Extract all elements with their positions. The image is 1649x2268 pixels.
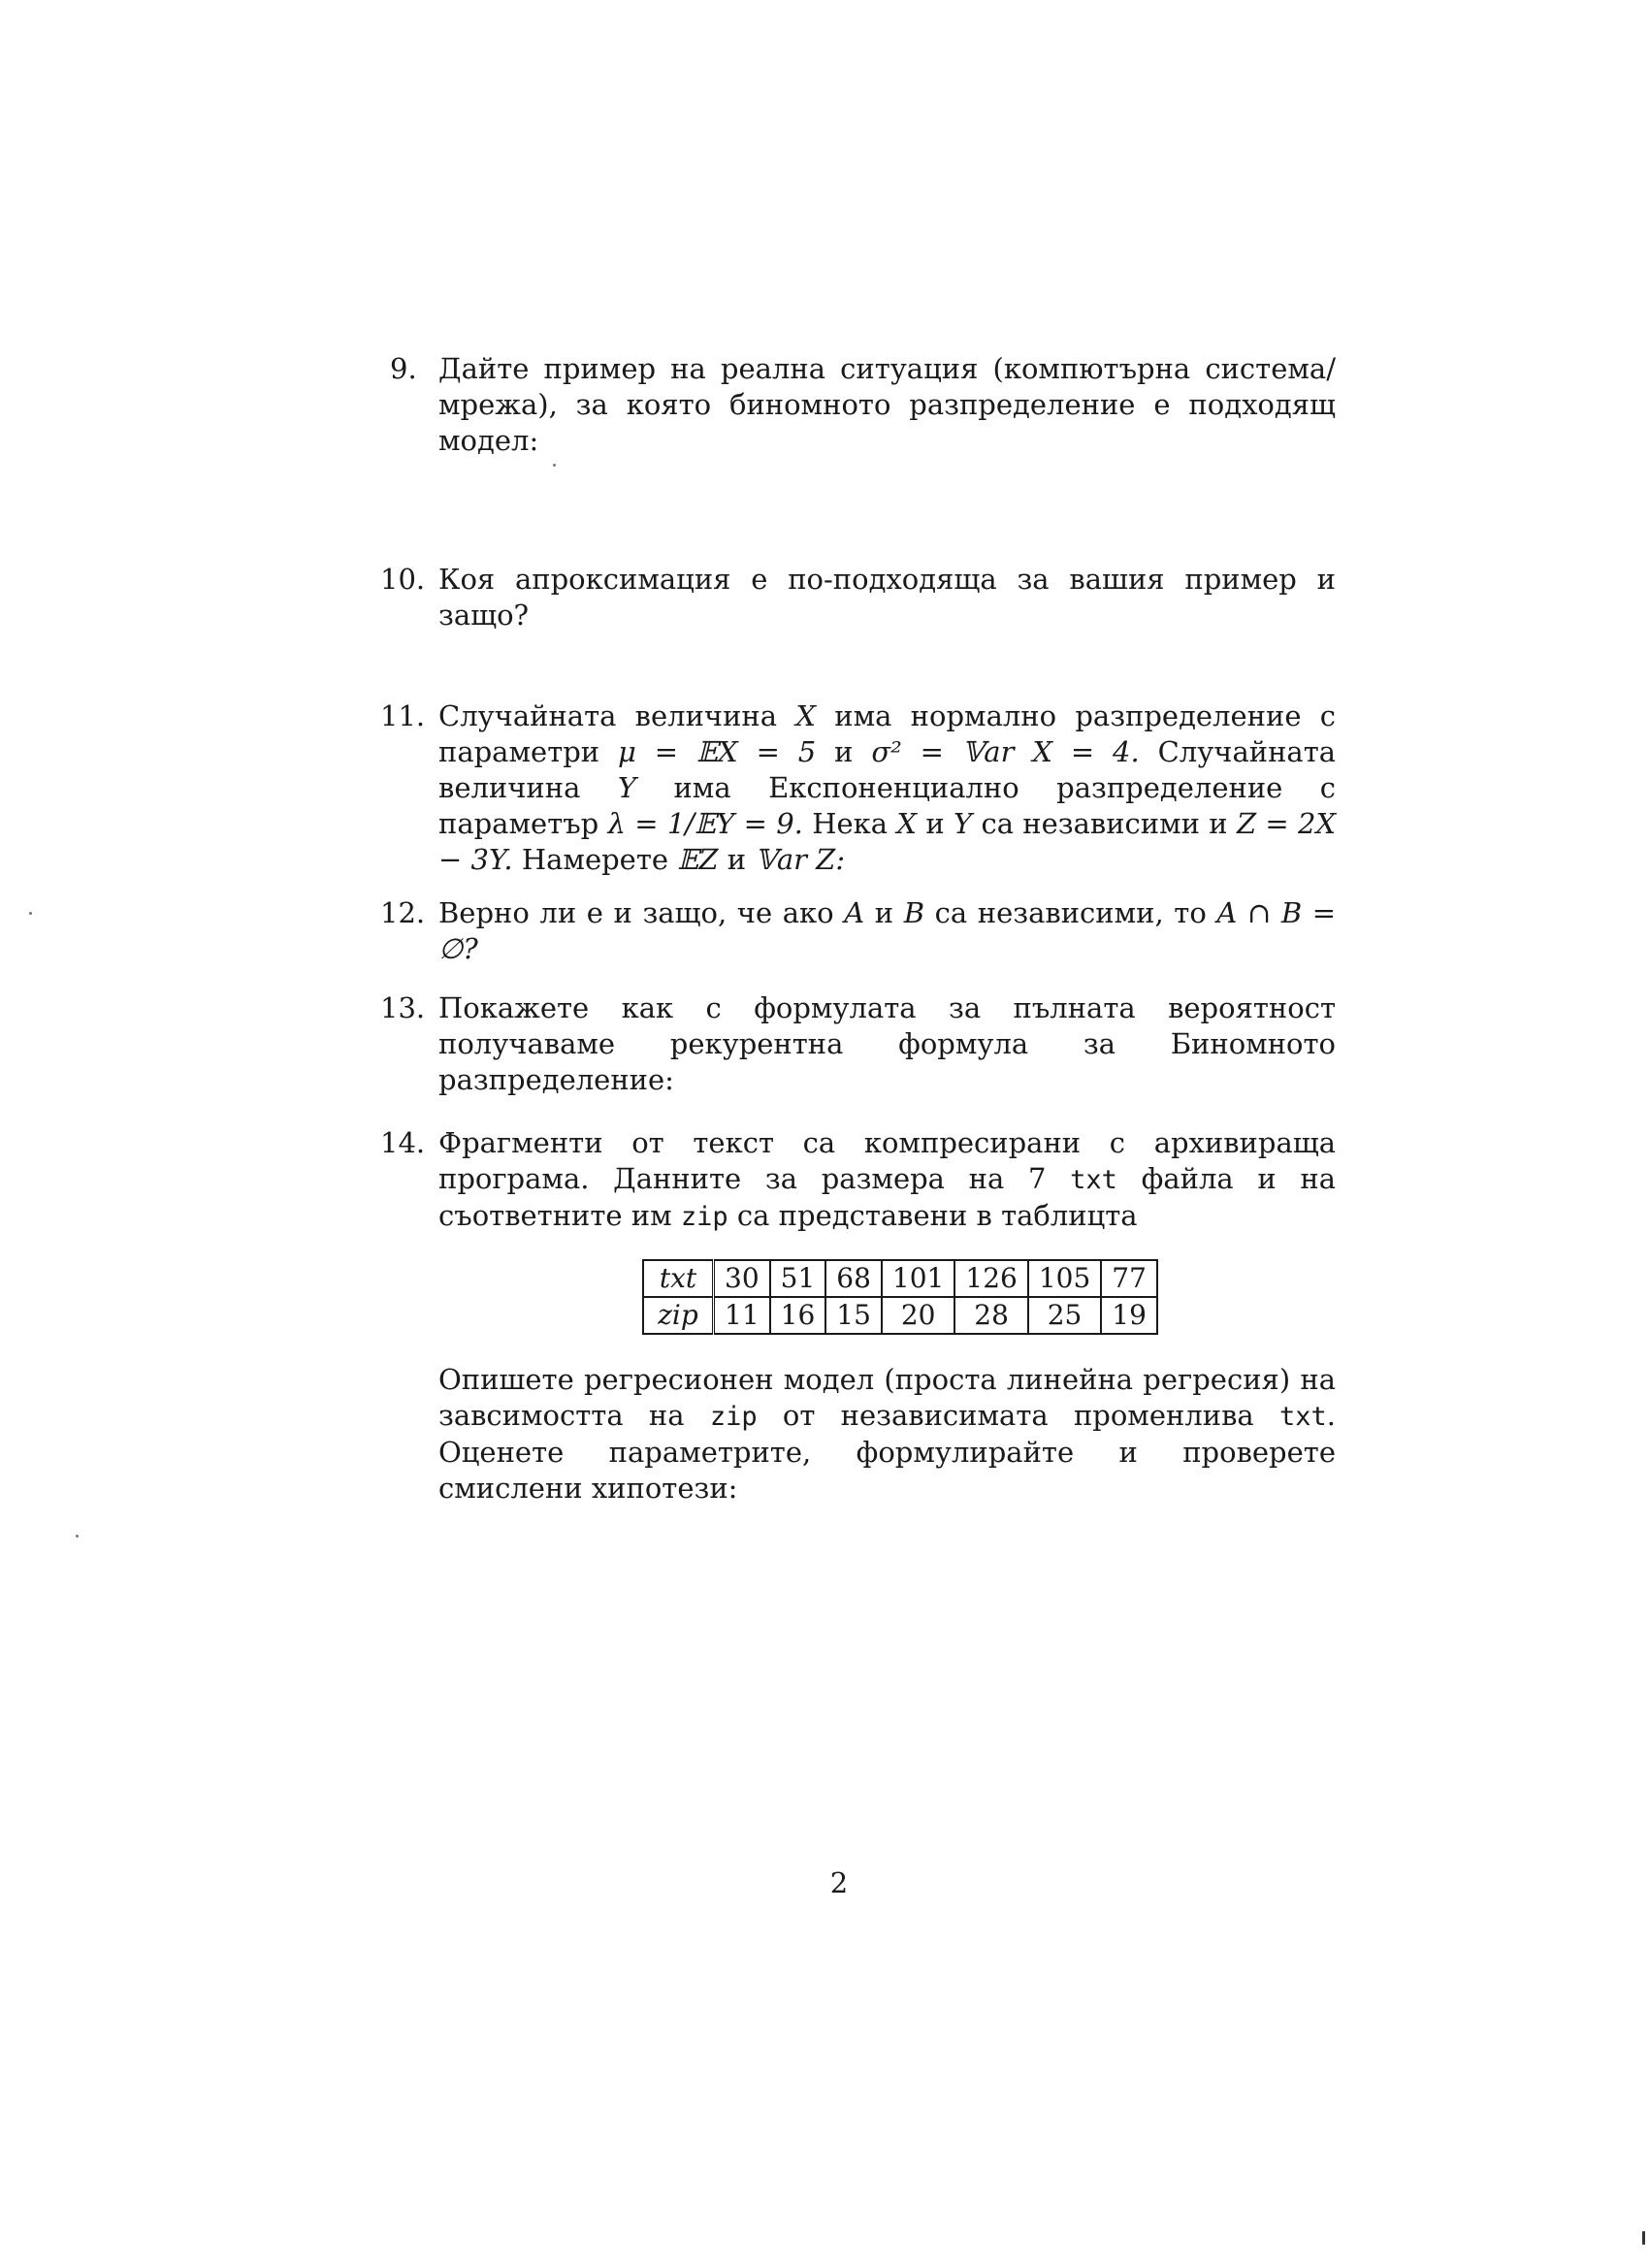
table-cell: 77 [1101,1260,1157,1297]
table-cell: 126 [954,1260,1027,1297]
row-label-txt: txt [643,1260,714,1297]
problem-9 [390,351,1336,459]
problem-13 [380,990,1336,1098]
table-cell: 28 [954,1297,1027,1334]
formula-mu: μ = 𝔼X = 5 [618,735,817,768]
table-cell: 15 [825,1297,882,1334]
problem-12-number: 12. [380,896,426,929]
table-cell: 16 [770,1297,826,1334]
problem-13-text: 13. Покажете как с формулата за пълната вероятност получаваме рекурентна формула за Биномното разпределение: [380,991,1336,1096]
table-cell: 68 [825,1260,882,1297]
problem-11-text: 11. Случайната величина X има нормално разпределение с параметри μ = 𝔼X = 5 и σ² = 𝕍ar X = 4. Случайната величина Y има Експоненциално разпределение с параметър λ = 1/𝔼Y = 9. Нека X и Y са независими и Z = 2X − 3Y. Намерете 𝔼Z и 𝕍ar Z: [380,699,1337,876]
formula-sigma: σ² = 𝕍ar X = 4. [871,735,1140,768]
table-cell: 20 [882,1297,954,1334]
table-cell: 30 [714,1260,770,1297]
scan-speck [29,912,32,915]
problem-11-number: 11. [380,699,426,732]
formula-lambda: λ = 1/𝔼Y = 9. [607,807,803,840]
problem-9-number: 9. [390,352,417,385]
table-row [643,1297,1157,1334]
problem-10 [380,562,1336,633]
scan-edge-mark [1642,2231,1645,2245]
table-row [643,1260,1157,1297]
scan-speck [553,464,556,467]
problem-11 [380,698,1337,878]
problem-12 [380,895,1337,967]
table-cell: 105 [1028,1260,1101,1297]
data-table [642,1259,1158,1335]
problem-10-number: 10. [380,563,426,596]
table-cell: 51 [770,1260,826,1297]
problem-14-text: 14. Фрагменти от текст са компресирани с архивираща програма. Данните за размера на 7 txt файла и на съответните им zip са представени в таблицта [380,1126,1336,1232]
problem-9-text: 9. Дайте пример на реална ситуация (компютърна система/мрежа), за която биномното разпределение е подходящ модел: [390,352,1336,457]
problem-14 [380,1125,1336,1235]
scan-speck [76,1535,79,1538]
formula-intersection: A ∩ B = ∅? [438,896,1337,965]
table-cell: 11 [714,1297,770,1334]
problem-10-text: 10. Коя апроксимация е по-подходяща за вашия пример и защо? [380,563,1336,632]
problem-13-number: 13. [380,991,426,1024]
problem-12-text: 12. Верно ли е и защо, че ако A и B са независими, то A ∩ B = ∅? [380,896,1337,965]
problem-14-regression-text: Опишете регресионен модел (проста линейна регресия) на завсимостта на zip от независимата променлива txt. Оценете параметрите, формулирайте и проверете смислени хипотези: [438,1363,1337,1505]
page-number: 2 [829,1866,849,1899]
table-cell: 101 [882,1260,954,1297]
row-label-zip: zip [643,1297,714,1334]
table-cell: 19 [1101,1297,1157,1334]
formula-z: Z = 2X − 3Y. [438,807,1337,876]
problem-14-continuation [390,1362,1336,1507]
problem-14-number: 14. [380,1126,426,1159]
table-cell: 25 [1028,1297,1101,1334]
